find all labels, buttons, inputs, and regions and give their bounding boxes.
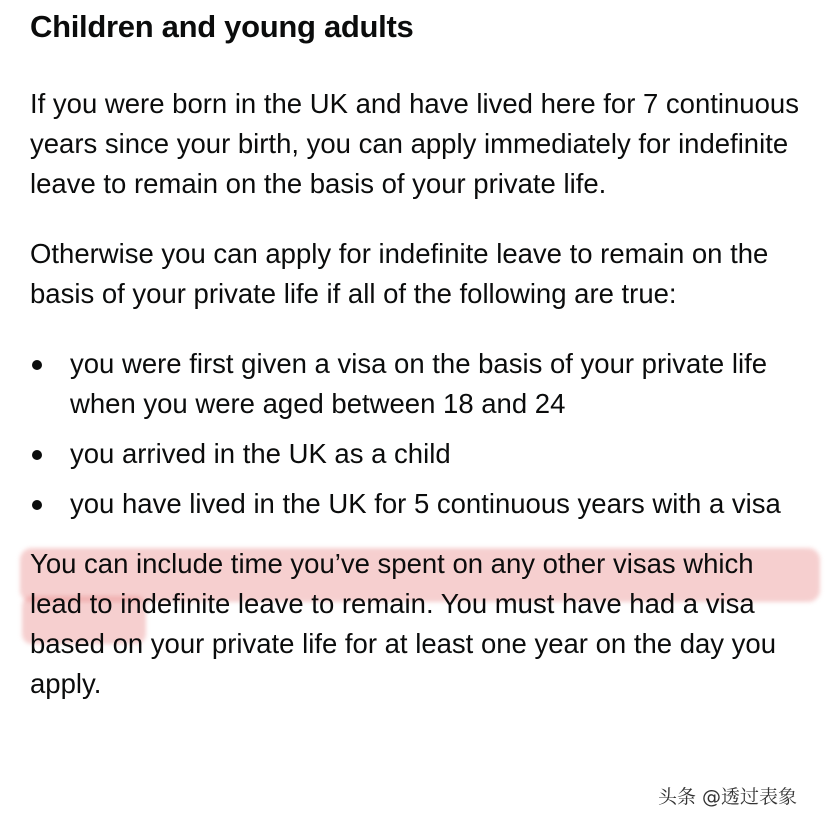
list-item [30,434,810,474]
list-item-highlighted [30,484,810,524]
paragraph-born-in-uk: If you were born in the UK and have lived here for 7 continuous years since your birth, you can apply immediately for indefinite leave to remain on the basis of your private life. [30,88,799,199]
watermark-text: 头条 @透过表象 [654,782,801,809]
page-heading: Children and young adults [30,9,414,44]
conditions-list [30,344,810,524]
list-item-text: you arrived in the UK as a child [70,438,451,469]
list-item-text: you were first given a visa on the basis of your private life when you were aged between 18 and 24 [70,348,768,419]
list-item [30,344,810,424]
list-item-text: you have lived in the UK for 5 continuous years with a visa [70,488,781,519]
paragraph-otherwise: Otherwise you can apply for indefinite leave to remain on the basis of your private life if all of the following are true: [30,238,769,309]
bullet-icon [32,500,42,510]
bullet-icon [32,450,42,460]
bullet-icon [32,360,42,370]
paragraph-other-visas: You can include time you’ve spent on any other visas which lead to indefinite leave to remain. You must have had a visa based on your private life for at least one year on the day you apply. [30,548,777,699]
content-area [30,0,810,704]
